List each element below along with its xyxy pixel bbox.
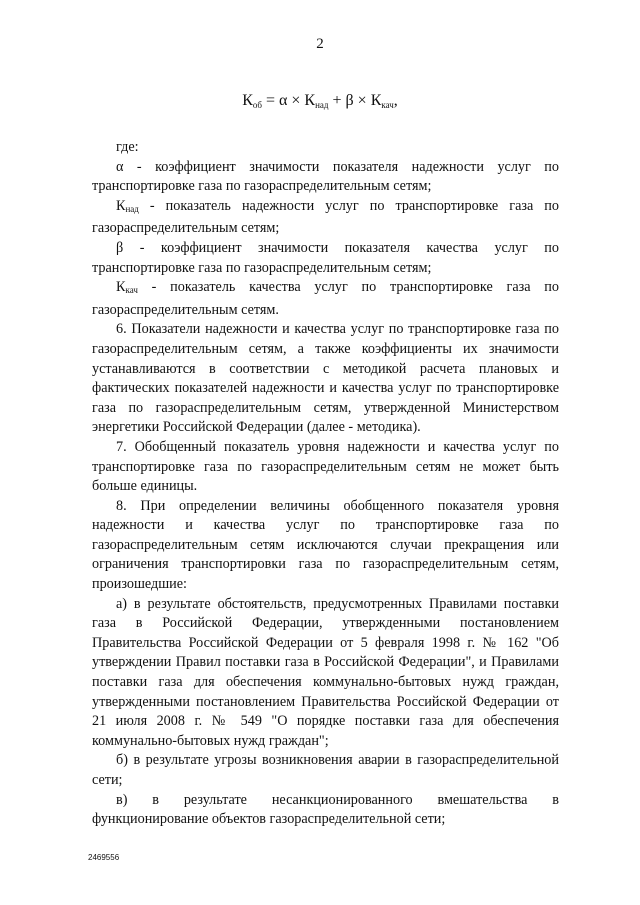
definition-text: - показатель качества услуг по транспортировке газа по газораспределительным сетям. — [92, 279, 559, 318]
definition-subscript: над — [125, 203, 139, 214]
definition-subscript: кач — [125, 285, 138, 296]
definition-text: - показатель надежности услуг по транспортировке газа по газораспределительным сетям; — [92, 197, 559, 237]
definition-text: - коэффициент значимости показателя надежности услуг по транспортировке газа по газораспределительным сетям; — [92, 158, 559, 195]
document-body — [92, 138, 559, 830]
formula-sub-kach: кач — [381, 100, 394, 110]
where-label: где: — [116, 139, 139, 155]
definition-symbol: К — [116, 197, 126, 214]
subitem-v: в) в результате несанкционированного вмешательства в функционирование объектов газораспределительной сети; — [92, 791, 559, 828]
subitem-b: б) в результате угрозы возникновения аварии в газораспределительной сети; — [92, 752, 559, 788]
formula-eq: = α × К — [262, 92, 316, 109]
definition-k-kach — [92, 278, 559, 320]
definition-text: - коэффициент значимости показателя качества услуг по транспортировке газа по газораспределительным сетям; — [92, 239, 559, 276]
page-number: 2 — [316, 36, 324, 52]
formula — [0, 92, 640, 110]
definition-k-nad — [92, 197, 559, 239]
formula-end: , — [393, 92, 398, 109]
paragraph-6: 6. Показатели надежности и качества услуг по транспортировке газа по газораспределительным сетям, а также коэффициенты их значимости устанавливаются в соответствии с методикой расчета плановых и фактических показателей надежности и качества услуг по транспортировке газа по газораспределительным сетям, утвержденной Министерством энергетики Российской Федерации (далее - методика). — [92, 321, 559, 436]
formula-mid: + β × К — [328, 92, 382, 109]
formula-sub-nad: над — [315, 100, 329, 110]
formula-lhs-sub: об — [252, 100, 262, 110]
paragraph-7: 7. Обобщенный показатель уровня надежности и качества услуг по транспортировке газа по газораспределительным сетям не может быть больше единицы. — [92, 438, 559, 495]
definition-symbol: β — [116, 239, 124, 256]
paragraph-8: 8. При определении величины обобщенного показателя уровня надежности и качества услуг по транспортировке газа по газораспределительным сетям исключаются случаи прекращения или ограничения транспортировки газа по газораспределительным сетям, произошедшие: — [92, 497, 559, 593]
definition-symbol: К — [116, 279, 126, 296]
formula-lhs: К — [242, 92, 253, 109]
definition-beta — [92, 239, 559, 278]
subitem-a: а) в результате обстоятельств, предусмотренных Правилами поставки газа в Российской Федерации, утвержденными постановлением Правительства Российской Федерации от 5 февраля 1998 г. № 162 "Об утверждении Правил поставки газа в Российской Федерации", и Правилами поставки газа для обеспечения коммунально-бытовых нужд граждан, утвержденными постановлением Правительства Российской Федерации от 21 июля 2008 г. № 549 "О порядке поставки газа для обеспечения коммунально-бытовых нужд граждан"; — [92, 595, 559, 749]
definition-symbol: α — [116, 158, 124, 175]
definition-alpha — [92, 158, 559, 197]
document-id: 2469556 — [88, 853, 120, 862]
